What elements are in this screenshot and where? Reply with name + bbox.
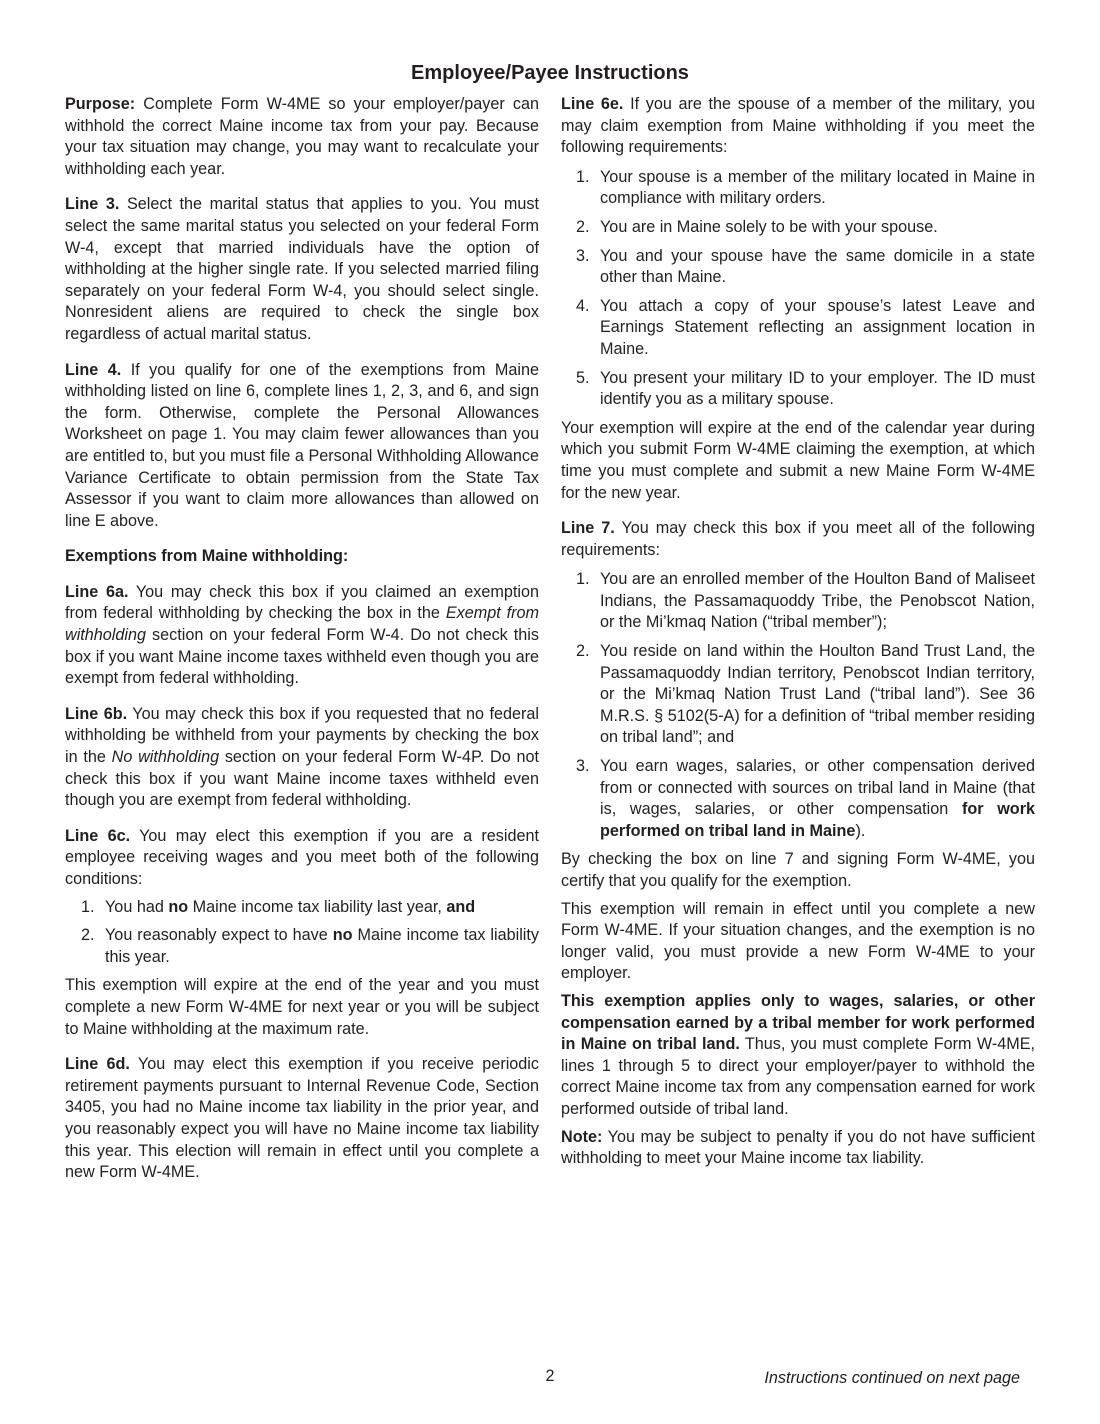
line4-text: If you qualify for one of the exemptions from Maine withholding listed on line 6, complete lines 1, 2, 3, and 6, and sign the form. Otherwise, complete the Personal Allowances Worksheet on page 1. You may claim fewer allowances than you are entitled to, but you must file a Personal Withholding Allowance Variance Certificate to obtain permission from the State Tax Assessor if you want to claim more allowances than allowed on line E above. — [65, 360, 539, 530]
list-item — [561, 569, 1035, 634]
line7-text: You may check this box if you meet all of the following requirements: — [561, 519, 1036, 559]
list-item-text: You attach a copy of your spouse’s latest Leave and Earnings Statement reflecting an assignment location in Maine. — [600, 296, 1035, 358]
list-item-text: ). — [855, 821, 866, 840]
line7-applies — [561, 991, 1035, 1121]
line6a-text: You may check this box if you claimed an exemption from federal withholding by checking the box in the — [65, 582, 539, 623]
list-item-text: You present your military ID to your employer. The ID must identify you as a military spouse. — [600, 368, 1035, 409]
list-item-text: Maine income tax liability last year, — [188, 897, 447, 916]
line6e-paragraph — [561, 94, 1035, 159]
line7-paragraph — [561, 518, 1035, 561]
list-item-number: 2. — [576, 642, 590, 661]
line4-label: Line 4. — [65, 360, 122, 379]
line7-applies-bold: This exemption applies only to wages, salaries, or other compensation earned by a tribal member for work performed in Maine on tribal land. — [561, 991, 1035, 1054]
list-item-text: Your spouse is a member of the military located in Maine in compliance with military orders. — [600, 167, 1035, 208]
line6b-text-after: section on your federal Form W-4P. Do not check this box if you want Maine income taxes withheld even though you are exempt from federal withholding. — [65, 748, 539, 810]
list-item-text: You are an enrolled member of the Houlton Band of Maliseet Indians, the Passamaquoddy Tribe, the Penobscot Nation, or the Mi’kmaq Nation (“tribal member”); — [600, 570, 1035, 632]
list-item-number: 1. — [576, 167, 590, 186]
list-item — [561, 217, 1035, 239]
list-item-number: 1. — [81, 897, 95, 916]
line6a-text-after: section on your federal Form W-4. Do not check this box if you want Maine income taxes withheld even though you are exempt from federal withholding. — [65, 626, 539, 688]
list-item-number: 2. — [576, 217, 590, 236]
line7-certify: By checking the box on line 7 and signing Form W-4ME, you certify that you qualify for the exemption. — [561, 850, 1035, 890]
list-item — [561, 368, 1035, 411]
line7-list — [561, 569, 1035, 842]
list-item-text: You earn wages, salaries, or other compensation derived from or connected with sources on tribal land in Maine (that is, wages, salaries, or other compensation — [600, 757, 1035, 819]
line6c-text: You may elect this exemption if you are a resident employee receiving wages and you meet both of the following conditions: — [65, 826, 540, 888]
line6a-italic: Exempt from withholding — [65, 604, 539, 645]
purpose-text: Complete Form W-4ME so your employer/payer can withhold the correct Maine income tax from your pay. Because your tax situation may change, you may want to recalculate your withholding each year. — [65, 95, 539, 178]
line6b-italic: No withholding — [111, 748, 220, 767]
line7-applies-text: Thus, you must complete Form W-4ME, lines 1 through 5 to direct your employer/payer to withhold the correct Maine income tax from any compensation earned for work performed outside of tribal land. — [561, 1035, 1035, 1118]
line6b-paragraph — [65, 704, 539, 812]
purpose-paragraph — [65, 94, 539, 180]
line6c-closing: This exemption will expire at the end of the year and you must complete a new Form W-4ME for next year or you will be subject to Maine withholding at the maximum rate. — [65, 976, 539, 1038]
line7-label: Line 7. — [561, 519, 615, 538]
note-label: Note: — [561, 1127, 603, 1146]
list-item — [561, 756, 1035, 842]
right-column — [561, 94, 1035, 1184]
note-paragraph — [561, 1127, 1035, 1170]
line6c-list — [65, 897, 539, 969]
line6c-label: Line 6c. — [65, 826, 131, 845]
line6e-list — [561, 167, 1035, 411]
list-item — [65, 897, 539, 919]
line4-paragraph — [65, 360, 539, 533]
line6e-closing: Your exemption will expire at the end of the calendar year during which you submit Form W-4ME claiming the exemption, at which time you must complete and submit a new Maine Form W-4ME for the new year. — [561, 418, 1035, 502]
list-item-text: You reasonably expect to have — [105, 926, 333, 945]
line6b-text: You may check this box if you requested that no federal withholding be withheld from your payments by checking the box in the — [65, 704, 539, 767]
purpose-label: Purpose: — [65, 95, 136, 113]
list-item-number: 3. — [576, 246, 590, 265]
line6d-paragraph — [65, 1054, 539, 1184]
line3-paragraph — [65, 194, 539, 345]
list-item-text: You reside on land within the Houlton Band Trust Land, the Passamaquoddy Indian territory, Penobscot Indian territory, or the Mi’kmaq Nation Trust Land (“tribal land”). See 36 M.R.S. § 5102(5-A) for a definition of “tribal member residing on tribal land”; and — [600, 642, 1035, 747]
line6c-paragraph — [65, 826, 539, 891]
list-item — [561, 296, 1035, 361]
line6a-paragraph — [65, 582, 539, 690]
list-item — [561, 167, 1035, 210]
list-item-bold: no — [168, 897, 189, 916]
line6b-label: Line 6b. — [65, 704, 128, 723]
list-item-bold: for work performed on tribal land in Maine — [600, 800, 1035, 840]
continued-note: Instructions continued on next page — [764, 1369, 1020, 1387]
list-item-number: 4. — [576, 296, 590, 315]
line6d-text: You may elect this exemption if you receive periodic retirement payments pursuant to Internal Revenue Code, Section 3405, you had no Maine income tax liability in the prior year, and you reasonably expect you will have no Maine income tax liability this year. This election will remain in effect until you complete a new Form W-4ME. — [65, 1055, 539, 1182]
line6a-label: Line 6a. — [65, 582, 129, 601]
list-item-number: 5. — [576, 368, 590, 387]
exemptions-heading: Exemptions from Maine withholding: — [65, 547, 349, 566]
left-column — [65, 94, 539, 1198]
list-item-text: You and your spouse have the same domicile in a state other than Maine. — [600, 246, 1035, 287]
list-item — [561, 246, 1035, 289]
page-title: Employee/Payee Instructions — [411, 62, 689, 84]
line6d-label: Line 6d. — [65, 1055, 130, 1074]
list-item-number: 3. — [576, 757, 590, 776]
list-item — [561, 641, 1035, 749]
list-item-bold: and — [446, 897, 476, 916]
list-item-text: Maine income tax liability this year. — [105, 926, 539, 966]
list-item-number: 2. — [81, 926, 95, 945]
line6e-label: Line 6e. — [561, 95, 624, 113]
line6e-text: If you are the spouse of a member of the military, you may claim exemption from Maine withholding if you meet the following requirements: — [561, 95, 1035, 157]
line3-label: Line 3. — [65, 195, 120, 214]
note-text: You may be subject to penalty if you do not have sufficient withholding to meet your Maine income tax liability. — [561, 1127, 1035, 1168]
line7-remain: This exemption will remain in effect until you complete a new Form W-4ME. If your situation changes, and the exemption is no longer valid, you must provide a new Form W-4ME to your employer. — [561, 899, 1035, 983]
line3-text: Select the marital status that applies to you. You must select the same marital status you selected on your federal Form W-4, except that married individuals have the option of withholding at the higher single rate. If you selected married filing separately on your federal Form W-4, you should select single. Nonresident aliens are required to check the single box regardless of actual marital status. — [65, 195, 539, 343]
list-item-text: You had — [105, 897, 169, 916]
page-number: 2 — [545, 1367, 555, 1385]
list-item-text: You are in Maine solely to be with your spouse. — [600, 217, 938, 236]
list-item — [65, 925, 539, 968]
list-item-bold: no — [332, 926, 353, 945]
list-item-number: 1. — [576, 570, 590, 589]
